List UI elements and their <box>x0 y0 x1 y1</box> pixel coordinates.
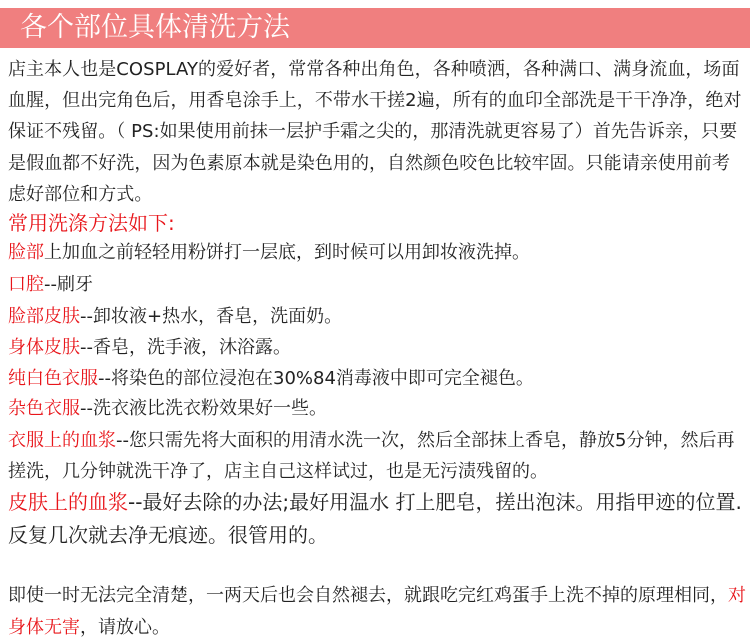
method-item <box>8 486 748 552</box>
method-label: 口腔 <box>8 274 44 295</box>
footer-text-end: ，请放心。 <box>80 617 170 638</box>
method-text: --最好去除的办法;最好用温水 打上肥皂，搓出泡沫。用指甲迹的位置.反复几次就去净无痕迹。很管用的。 <box>8 490 742 547</box>
method-item <box>8 425 748 487</box>
footer-highlight: 对身体无害 <box>8 585 746 638</box>
method-label: 衣服上的血浆 <box>8 430 116 451</box>
header-banner <box>0 8 750 48</box>
method-text: --刷牙 <box>44 274 93 295</box>
method-item <box>8 394 748 424</box>
intro-paragraph: 店主本人也是COSPLAY的爱好者，常常各种出角色，各种喷洒，各种满口、满身流血，场面血腥，但出完角色后，用香皂涂手上，不带水干搓2遍，所有的血印全部洗是干干净净，绝对保证不残留。（ PS:如果使用前抹一层护手霜之尖的，那清洗就更容易了）首先告诉亲，只要是假血都不好洗，因为色素原本就是染色用的，自然颜色咬色比较牢固。只能请亲使用前考虑好部位和方式。 <box>8 59 742 205</box>
method-text: --将染色的部位浸泡在30%84消毒液中即可完全褪色。 <box>98 368 534 389</box>
method-item <box>8 333 748 363</box>
method-item <box>8 238 748 268</box>
method-item <box>8 270 748 300</box>
method-label: 杂色衣服 <box>8 398 80 419</box>
method-label: 身体皮肤 <box>8 337 80 358</box>
method-item <box>8 364 748 394</box>
method-text: 上加血之前轻轻用粉饼打一层底，到时候可以用卸妆液洗掉。 <box>44 242 530 263</box>
method-text: --洗衣液比洗衣粉效果好一些。 <box>80 398 327 419</box>
method-label: 脸部 <box>8 242 44 263</box>
method-text: --您只需先将大面积的用清水洗一次，然后全部抹上香皂，静放5分钟，然后再搓洗，几分钟就洗干净了，店主自己这样试过，也是无污渍残留的。 <box>8 430 735 482</box>
section-title: 常用洗涤方法如下: <box>8 211 175 235</box>
method-label: 皮肤上的血浆 <box>8 490 128 514</box>
method-text: --卸妆液+热水，香皂，洗面奶。 <box>80 306 343 327</box>
footer-note <box>8 580 748 644</box>
method-text: --香皂，洗手液，沐浴露。 <box>80 337 291 358</box>
footer-text: 即使一时无法完全清楚，一两天后也会自然褪去，就跟吃完红鸡蛋手上洗不掉的原理相同， <box>8 585 728 606</box>
page-title: 各个部位具体清洗方法 <box>20 12 290 43</box>
method-item <box>8 302 748 332</box>
method-label: 脸部皮肤 <box>8 306 80 327</box>
method-label: 纯白色衣服 <box>8 368 98 389</box>
